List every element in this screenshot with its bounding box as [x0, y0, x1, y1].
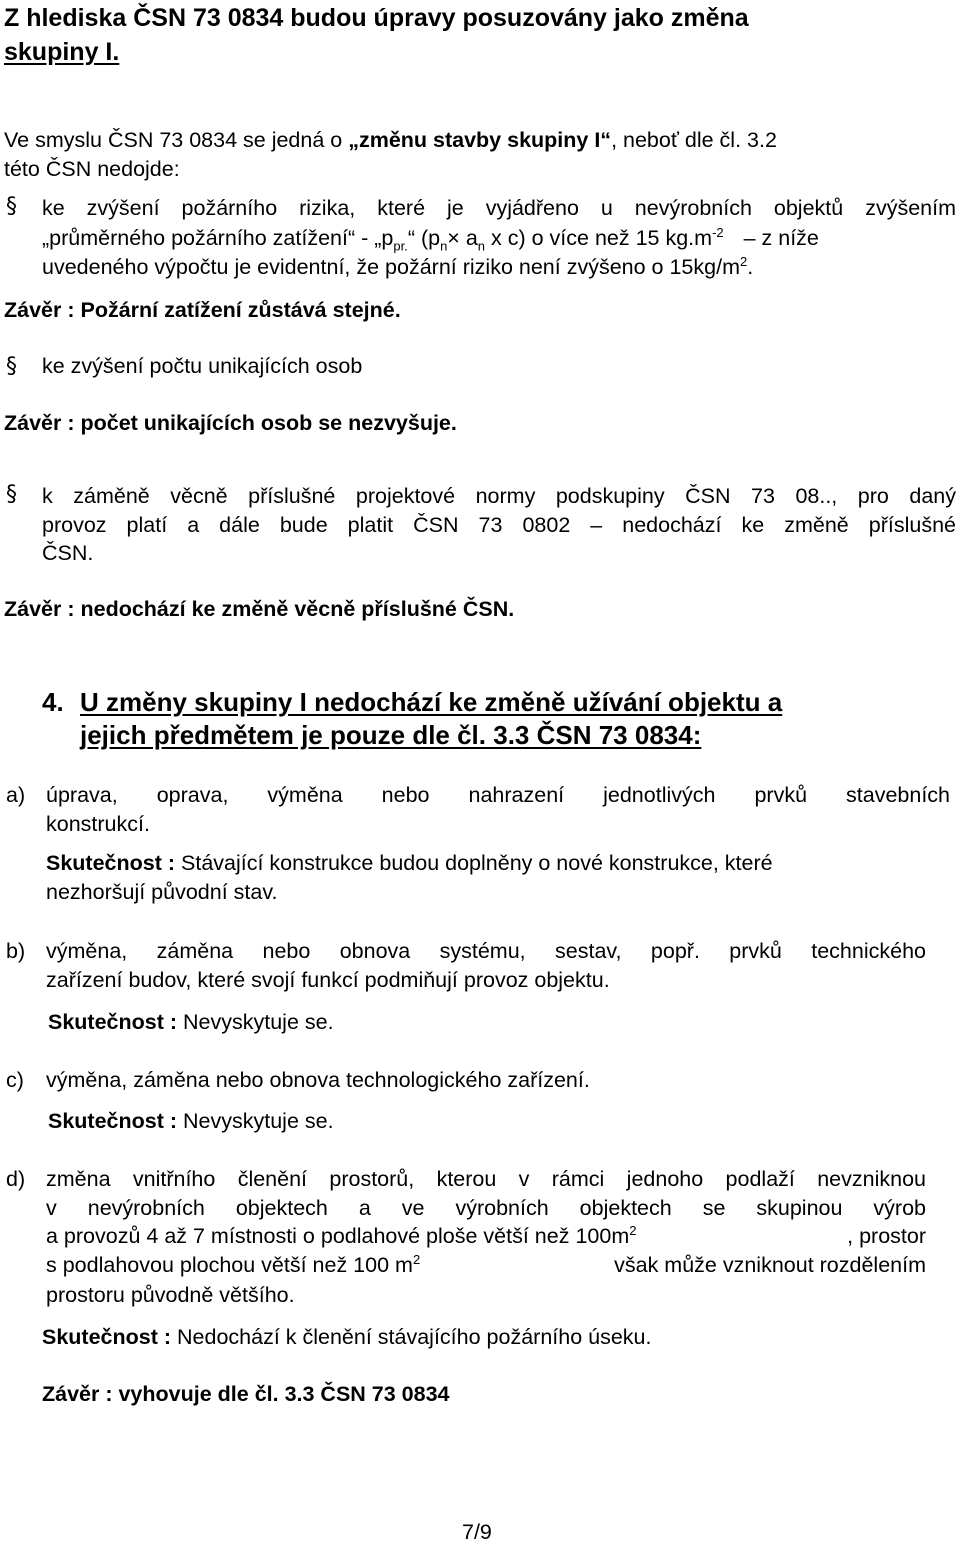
item-d-label: d)	[6, 1167, 26, 1191]
item-d-line1: změna vnitřního členění prostorů, kterou v rámci jednoho podlaží nevzniknou	[46, 1167, 926, 1191]
bullet2-text: ke zvýšení počtu unikajících osob	[42, 354, 363, 378]
item-d-line3: a provozů 4 až 7 místnosti o podlahové ploše větší než $100m^2$ , prostor	[46, 1222, 926, 1248]
conclusion-1: Závěr : Požární zatížení zůstává stejné.	[4, 298, 401, 322]
item-a-line1: úprava, oprava, výměna nebo nahrazení jednotlivých prvků stavebních	[46, 783, 950, 807]
item-d-line5: prostoru původně většího.	[46, 1283, 295, 1307]
item-a-label: a)	[6, 783, 26, 807]
page-heading-line2: skupiny I.	[4, 38, 120, 66]
item-c-fact: Skutečnost : Nevyskytuje se.	[48, 1109, 334, 1133]
bullet1-line1: ke zvýšení požárního rizika, které je vyjádřeno u nevýrobních objektů zvýšením	[42, 196, 956, 220]
intro-line2: této ČSN nedojde:	[4, 157, 180, 181]
item-a-line2: konstrukcí.	[46, 812, 150, 836]
item-a-fact-line2: nezhoršují původní stav.	[46, 880, 278, 904]
item-d-line4: s podlahovou plochou větší než 100 $m^2$ však může vzniknout rozdělením	[46, 1251, 926, 1277]
intro-emphasis: „změnu stavby skupiny I“	[348, 128, 612, 152]
bullet3-line3: ČSN.	[42, 541, 94, 565]
item-b-label: b)	[6, 939, 26, 963]
bullet1-line3: uvedeného výpočtu je evidentní, že požární riziko není zvýšeno o $15kg/m^2$.	[42, 253, 754, 279]
final-conclusion: Závěr : vyhovuje dle čl. 3.3 ČSN 73 0834	[42, 1382, 450, 1406]
item-d-line2: v nevýrobních objektech a ve výrobních objektech se skupinou výrob	[46, 1196, 926, 1220]
item-c-line1: výměna, záměna nebo obnova technologického zařízení.	[46, 1068, 590, 1092]
section-number: 4.	[42, 687, 64, 717]
page-number: 7/9	[462, 1520, 492, 1544]
section-title-line2: jejich předmětem je pouze dle čl. 3.3 ČSN 73 0834:	[80, 720, 702, 750]
item-a-fact-line1: Skutečnost : Stávající konstrukce budou doplněny o nové konstrukce, které	[46, 851, 773, 875]
item-b-line2: zařízení budov, které svojí funkcí podmiňují provoz objektu.	[46, 968, 610, 992]
section-title-line1: U změny skupiny I nedochází ke změně užívání objektu a	[80, 687, 783, 717]
bullet1-line2: „průměrného požárního zatížení“ - $„p_{pr.}“$ ($p_n\times a_n$ x c) o více než 15 $kg.m^{-2}$ – z níže	[42, 224, 819, 254]
section-bullet-2: §	[6, 354, 17, 379]
page-heading-line1: Z hlediska ČSN 73 0834 budou úpravy posuzovány jako změna	[4, 4, 749, 32]
item-b-fact: Skutečnost : Nevyskytuje se.	[48, 1010, 334, 1034]
conclusion-3: Závěr : nedochází ke změně věcně příslušné ČSN.	[4, 597, 515, 621]
bullet3-line2: provoz platí a dále bude platit ČSN 73 0802 – nedochází ke změně příslušné	[42, 513, 956, 537]
section-bullet-3: §	[6, 482, 17, 507]
item-b-line1: výměna, záměna nebo obnova systému, sestav, popř. prvků technického	[46, 939, 926, 963]
bullet3-line1: k záměně věcně příslušné projektové normy podskupiny ČSN 73 08.., pro daný	[42, 484, 956, 508]
section-bullet-1: §	[6, 194, 17, 219]
intro-line1: Ve smyslu ČSN 73 0834 se jedná o „změnu stavby skupiny I“, neboť dle čl. 3.2	[4, 128, 777, 152]
item-d-fact: Skutečnost : Nedochází k členění stávajícího požárního úseku.	[42, 1325, 652, 1349]
conclusion-2: Závěr : počet unikajících osob se nezvyšuje.	[4, 411, 457, 435]
item-c-label: c)	[6, 1068, 24, 1092]
